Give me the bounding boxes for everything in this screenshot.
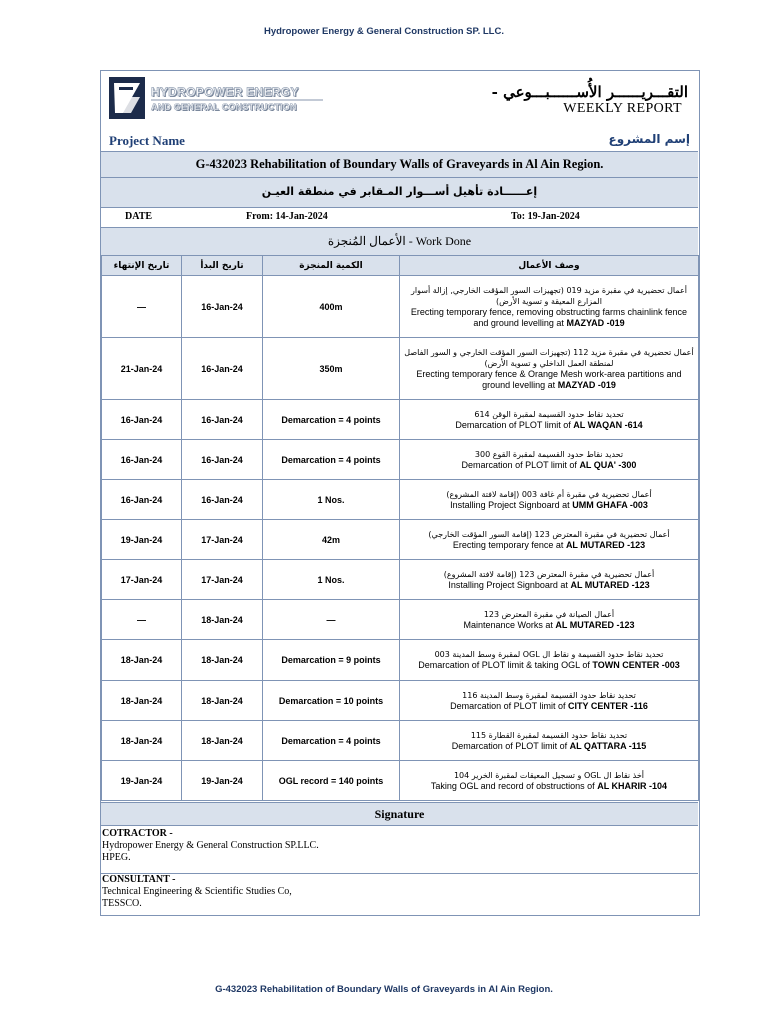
project-name-label: Project Name [109,133,185,148]
site-name: MAZYAD -019 [566,317,625,328]
consultant-title: CONSULTANT - [102,874,176,885]
description-cell [400,721,699,761]
description-en [404,540,694,551]
description-cell [400,440,699,480]
quantity-cell: OGL record = 140 points [263,761,400,801]
consultant-abbr: TESSCO. [102,898,142,909]
end-date-cell: 18-Jan-24 [102,640,182,681]
quantity-cell: Demarcation = 4 points [263,400,400,440]
quantity-cell: Demarcation = 10 points [263,681,400,721]
consultant-block [101,874,698,910]
description-en [404,580,694,591]
end-date-cell: 16-Jan-24 [102,400,182,440]
description-en [404,741,694,752]
start-date-cell: 16-Jan-24 [182,400,263,440]
quantity-cell: 1 Nos. [263,560,400,600]
start-date-cell: 16-Jan-24 [182,440,263,480]
description-ar: أعمال تحضيرية في مقبرة مزيد 112 (تجهيزات السور المؤقت الخارجي و السور الفاصل لمنطقة العمل الداخلي و تسوية الأرض) [404,347,694,368]
description-en [404,369,694,391]
start-date-cell: 18-Jan-24 [182,640,263,681]
consultant-name: Technical Engineering & Scientific Studies Co, [102,886,292,897]
table-row [102,640,699,681]
description-cell [400,338,699,400]
project-name-label-ar: إسم المشروع [608,132,690,146]
description-ar: تحديد نقاط حدود القسيمة لمقبرة القوع 300 [474,449,624,459]
start-date-cell: 18-Jan-24 [182,721,263,761]
report-title-ar: - التقـــريــــــر الأُســــــبـــوعي [491,83,688,101]
description-en-text: Erecting temporary fence, removing obstructing farms chainlink fence and ground levelling at [410,306,688,328]
quantity-cell: 350m [263,338,400,400]
end-date-cell: — [102,276,182,338]
description-en [404,307,694,329]
logo-text-line2: AND GENERAL CONSTRUCTION [151,102,297,112]
date-row [101,207,698,227]
date-from: From: 14-Jan-2024 [246,211,328,222]
description-ar: تحديد نقاط حدود القسيمة لمقبرة الوقن 614 [474,409,624,419]
table-row [102,400,699,440]
description-en [404,500,694,511]
description-cell [400,480,699,520]
site-name: AL MUTARED -123 [565,539,646,550]
description-cell [400,560,699,600]
date-to: To: 19-Jan-2024 [511,211,580,222]
end-date-cell: 17-Jan-24 [102,560,182,600]
start-date-cell: 17-Jan-24 [182,520,263,560]
site-name: AL QATTARA -115 [569,740,647,751]
description-cell [400,276,699,338]
contractor-abbr: HPEG. [102,852,131,863]
col-description: وصف الأعمال [400,256,699,276]
site-name: AL QUA' -300 [579,459,637,470]
page-footer: G-432023 Rehabilitation of Boundary Walls of Graveyards in Al Ain Region. [215,984,553,995]
table-row [102,560,699,600]
description-en [404,781,694,792]
table-row [102,440,699,480]
end-date-cell: 18-Jan-24 [102,681,182,721]
site-name: AL WAQAN -614 [573,419,643,430]
table-row [102,480,699,520]
end-date-cell: 16-Jan-24 [102,440,182,480]
start-date-cell: 18-Jan-24 [182,681,263,721]
description-ar: تحديد نقاط حدود القسيمة لمقبرة القطارة 115 [470,730,628,740]
description-en [404,420,694,431]
site-name: UMM GHAFA -003 [572,499,648,510]
site-name: TOWN CENTER -003 [592,660,680,670]
table-row [102,276,699,338]
description-ar: تحديد نقاط حدود القسيمة لمقبرة وسط المدينة 116 [462,690,636,700]
contractor-title: COTRACTOR - [102,828,173,839]
description-en [404,620,694,631]
work-done-heading: الأعمال المُنجزة - Work Done [101,227,698,255]
project-title-ar: إعــــــادة تأهيل أســـوار المـقابر في منطقة العيـن [101,177,698,207]
logo-text-line1: HYDROPOWER ENERGY [151,85,299,99]
site-name: AL MUTARED -123 [570,579,650,590]
date-label: DATE [125,211,153,222]
start-date-cell: 16-Jan-24 [182,480,263,520]
site-name: AL MUTARED -123 [555,619,635,630]
start-date-cell: 16-Jan-24 [182,338,263,400]
description-en-text: Installing Project Signboard at [450,499,570,510]
description-en-text: Installing Project Signboard at [448,579,568,590]
start-date-cell: 16-Jan-24 [182,276,263,338]
weekly-report [100,70,700,916]
table-header-row [102,256,699,276]
table-row [102,520,699,560]
end-date-cell: 16-Jan-24 [102,480,182,520]
description-ar: تحديد نقاط حدود القسيمة و نقاط ال OGL لمقبرة وسط المدينة 003 [434,650,664,659]
quantity-cell: 42m [263,520,400,560]
description-en [404,460,694,471]
description-en-text: Erecting temporary fence at [452,539,564,550]
works-table [101,255,699,801]
table-row [102,338,699,400]
table-row [102,721,699,761]
description-en-text: Demarcation of PLOT limit of [451,740,568,751]
project-title: G-432023 Rehabilitation of Boundary Walls of Graveyards in Al Ain Region. [101,151,698,177]
description-cell [400,600,699,640]
description-en-text: Demarcation of PLOT limit of [461,459,577,470]
contractor-block [101,828,698,874]
description-en [404,660,694,671]
table-row [102,681,699,721]
quantity-cell: Demarcation = 4 points [263,440,400,480]
description-ar: أعمال تحضيرية في مقبرة مزيد 019 (تجهيزات السور المؤقت الخارجي, إزالة أسوار المزارع المعيقة و تسوية الأرض) [411,285,687,306]
description-ar: أعمال تحضيرية في مقبرة المعترض 123 (إقامة لافتة المشروع) [443,569,655,579]
description-ar: أعمال الصيانة في مقبرة المعترض 123 [483,609,615,619]
end-date-cell: 21-Jan-24 [102,338,182,400]
description-en [404,701,694,712]
site-name: MAZYAD -019 [557,379,616,390]
description-ar: أخذ نقاط ال OGL و تسجيل المعيقات لمقبرة الخرير 104 [453,770,645,780]
description-en-text: Taking OGL and record of obstructions of [430,780,595,791]
end-date-cell: — [102,600,182,640]
site-name: CITY CENTER -116 [568,700,648,711]
quantity-cell: 400m [263,276,400,338]
start-date-cell: 18-Jan-24 [182,600,263,640]
description-cell [400,400,699,440]
table-row [102,600,699,640]
quantity-cell: Demarcation = 4 points [263,721,400,761]
description-en-text: Maintenance Works at [463,619,553,630]
report-header [101,71,698,151]
description-en-text: Demarcation of PLOT limit of [455,419,571,430]
contractor-name: Hydropower Energy & General Construction SP.LLC. [102,840,319,851]
start-date-cell: 17-Jan-24 [182,560,263,600]
start-date-cell: 19-Jan-24 [182,761,263,801]
signature-heading: Signature [101,802,698,826]
quantity-cell: Demarcation = 9 points [263,640,400,681]
description-en-text: Demarcation of PLOT limit of [450,700,566,711]
description-en-text: Erecting temporary fence & Orange Mesh work-area partitions and ground levelling at [416,368,682,390]
company-logo [109,77,319,119]
logo-divider [151,99,323,101]
description-cell [400,520,699,560]
end-date-cell: 19-Jan-24 [102,761,182,801]
col-start-date: تاريخ البدأ [182,256,263,276]
table-body [102,276,699,801]
table-row [102,761,699,801]
logo-mark-icon [109,77,145,119]
site-name: AL KHARIR -104 [597,780,668,791]
description-ar: أعمال تحضيرية في مقبرة أم غافة 003 (إقامة لافتة المشروع) [446,489,652,499]
page-header: Hydropower Energy & General Construction SP. LLC. [263,26,504,37]
col-end-date: تاريخ الإنتهاء [102,256,182,276]
end-date-cell: 18-Jan-24 [102,721,182,761]
col-quantity: الكمية المنجزة [263,256,400,276]
description-cell [400,761,699,801]
quantity-cell: 1 Nos. [263,480,400,520]
description-cell [400,640,699,681]
quantity-cell: — [263,600,400,640]
description-ar: أعمال تحضيرية في مقبرة المعترض 123 (إقامة السور المؤقت الخارجي) [428,529,670,539]
report-title-en: WEEKLY REPORT [563,101,682,116]
description-en-text: Demarcation of PLOT limit & taking OGL of [418,660,590,670]
end-date-cell: 19-Jan-24 [102,520,182,560]
description-cell [400,681,699,721]
